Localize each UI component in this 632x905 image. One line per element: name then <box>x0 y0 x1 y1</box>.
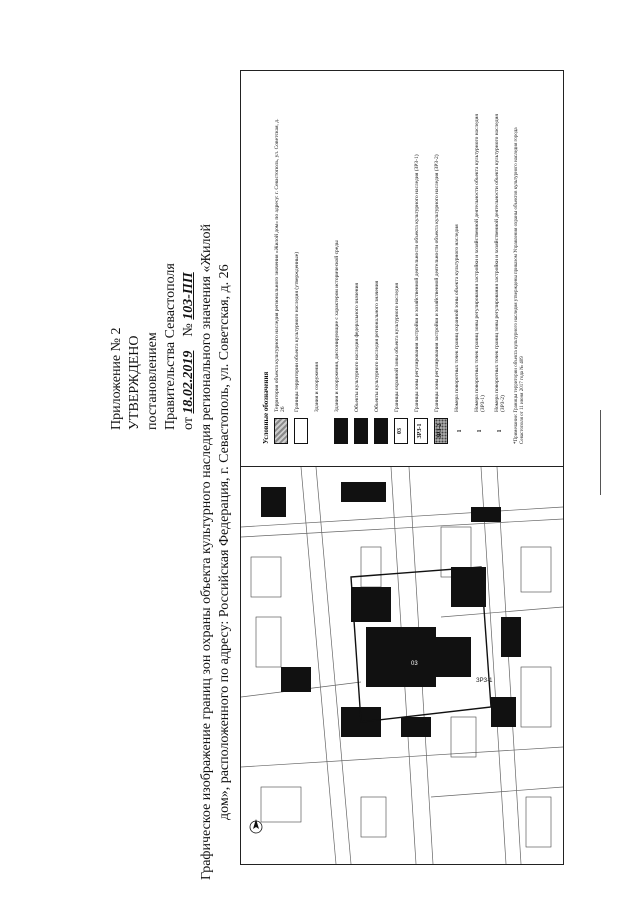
date-prefix: от <box>181 417 196 430</box>
legend-swatch: ЗРЗ-1 <box>414 418 428 444</box>
approved-label: УТВЕРЖДЕНО <box>127 335 142 430</box>
legend-swatch <box>274 418 288 444</box>
north-arrow-icon <box>250 819 262 833</box>
legend-swatch: 1 <box>457 429 464 433</box>
legend-swatch: ЗРЗ-2 <box>434 418 448 444</box>
legend-item-text: Здания и сооружения <box>313 362 320 412</box>
legend-item <box>434 74 448 444</box>
legend-item <box>394 74 408 444</box>
legend-swatch: 1 <box>497 429 504 433</box>
site-map-drawing <box>241 467 563 864</box>
legend-item-text: Территория объекта культурного наследия регионального значения «Жилой дом» по адресу: г. Севастополь, ул. Советская, д. 26 <box>273 118 286 412</box>
legend-item-text: Объекты культурного наследия регионального значения <box>373 280 380 412</box>
legend-item <box>414 74 428 444</box>
legend-item <box>494 74 508 444</box>
legend-swatch <box>354 418 368 444</box>
legend-heading: Условные обозначения <box>262 371 270 444</box>
title-line-2: дом», расположенного по адресу: Российская Федерация, г. Севастополь, ул. Советская, д. 26 <box>217 264 232 820</box>
legend-item <box>294 74 308 444</box>
legend-item-text: Здания и сооружения, диссонирующие с характером исторической среды <box>333 240 340 412</box>
map-label-zrz1: ЗРЗ-1 <box>476 678 493 684</box>
legend-item <box>374 74 388 444</box>
legend-panel <box>241 71 632 444</box>
legend-item <box>274 74 288 444</box>
date-value: 18.02.2019 <box>181 350 196 414</box>
legend-item-text: Границы охранной зоны объекта культурного наследия <box>393 282 400 412</box>
legend-item-text: Номера поворотных точек границ зоны регулирования застройки и хозяйственной деятельности объекта культурного наследия (ЗРЗ-1) <box>473 114 486 412</box>
legend-swatch <box>294 418 308 444</box>
legend-swatch <box>334 418 348 444</box>
legend-item <box>354 74 368 444</box>
legend-item-text: Номера поворотных точек границ охранной зоны объекта культурного наследия <box>453 224 460 412</box>
date-number-line <box>180 190 198 430</box>
legend-item <box>314 74 328 444</box>
legend-item-text: Номера поворотных точек границ зоны регулирования застройки и хозяйственной деятельности объекта культурного наследия (ЗРЗ-2) <box>493 114 506 412</box>
site-map <box>241 467 563 864</box>
government-label: Правительства Севастополя <box>163 263 178 430</box>
legend-swatch: 03 <box>394 418 408 444</box>
legend-swatch: 1 <box>477 429 484 433</box>
document-title <box>198 80 234 880</box>
number-prefix: № <box>181 323 196 337</box>
title-line-1: Графическое изображение границ зон охраны объекта культурного наследия регионального значения «Жилой <box>199 224 214 880</box>
legend-swatch <box>374 418 388 444</box>
legend-item-text: Объекты культурного наследия федерального значения <box>353 282 360 412</box>
resolution-label: постановлением <box>145 332 160 430</box>
scan-artifact-line <box>600 410 601 495</box>
legend-item-text: Границы территории объекта культурного наследия (утвержденные) <box>293 251 300 412</box>
legend-swatch <box>314 418 328 444</box>
legend-item-text: Границы зоны регулирования застройки и хозяйственной деятельности объекта культурного наследия (ЗРЗ-1) <box>413 154 420 412</box>
appendix-label: Приложение № 2 <box>109 327 124 430</box>
legend-content <box>263 74 563 444</box>
number-value: 103-ПП <box>181 272 196 320</box>
legend-item-text: Границы зоны регулирования застройки и хозяйственной деятельности объекта культурного наследия (ЗРЗ-2) <box>433 154 440 412</box>
legend-item <box>474 74 488 444</box>
legend-item <box>334 74 348 444</box>
legend-list <box>274 74 508 444</box>
map-label-03: 03 <box>411 661 418 667</box>
map-frame <box>240 70 564 865</box>
legend-item <box>454 74 468 444</box>
legend-note: *Примечание: Границы территории объекта культурного наследия утверждены приказом Управления охраны объектов культурного наследия города Севастополя от 11 июня 2017 года № 409 <box>513 127 525 444</box>
